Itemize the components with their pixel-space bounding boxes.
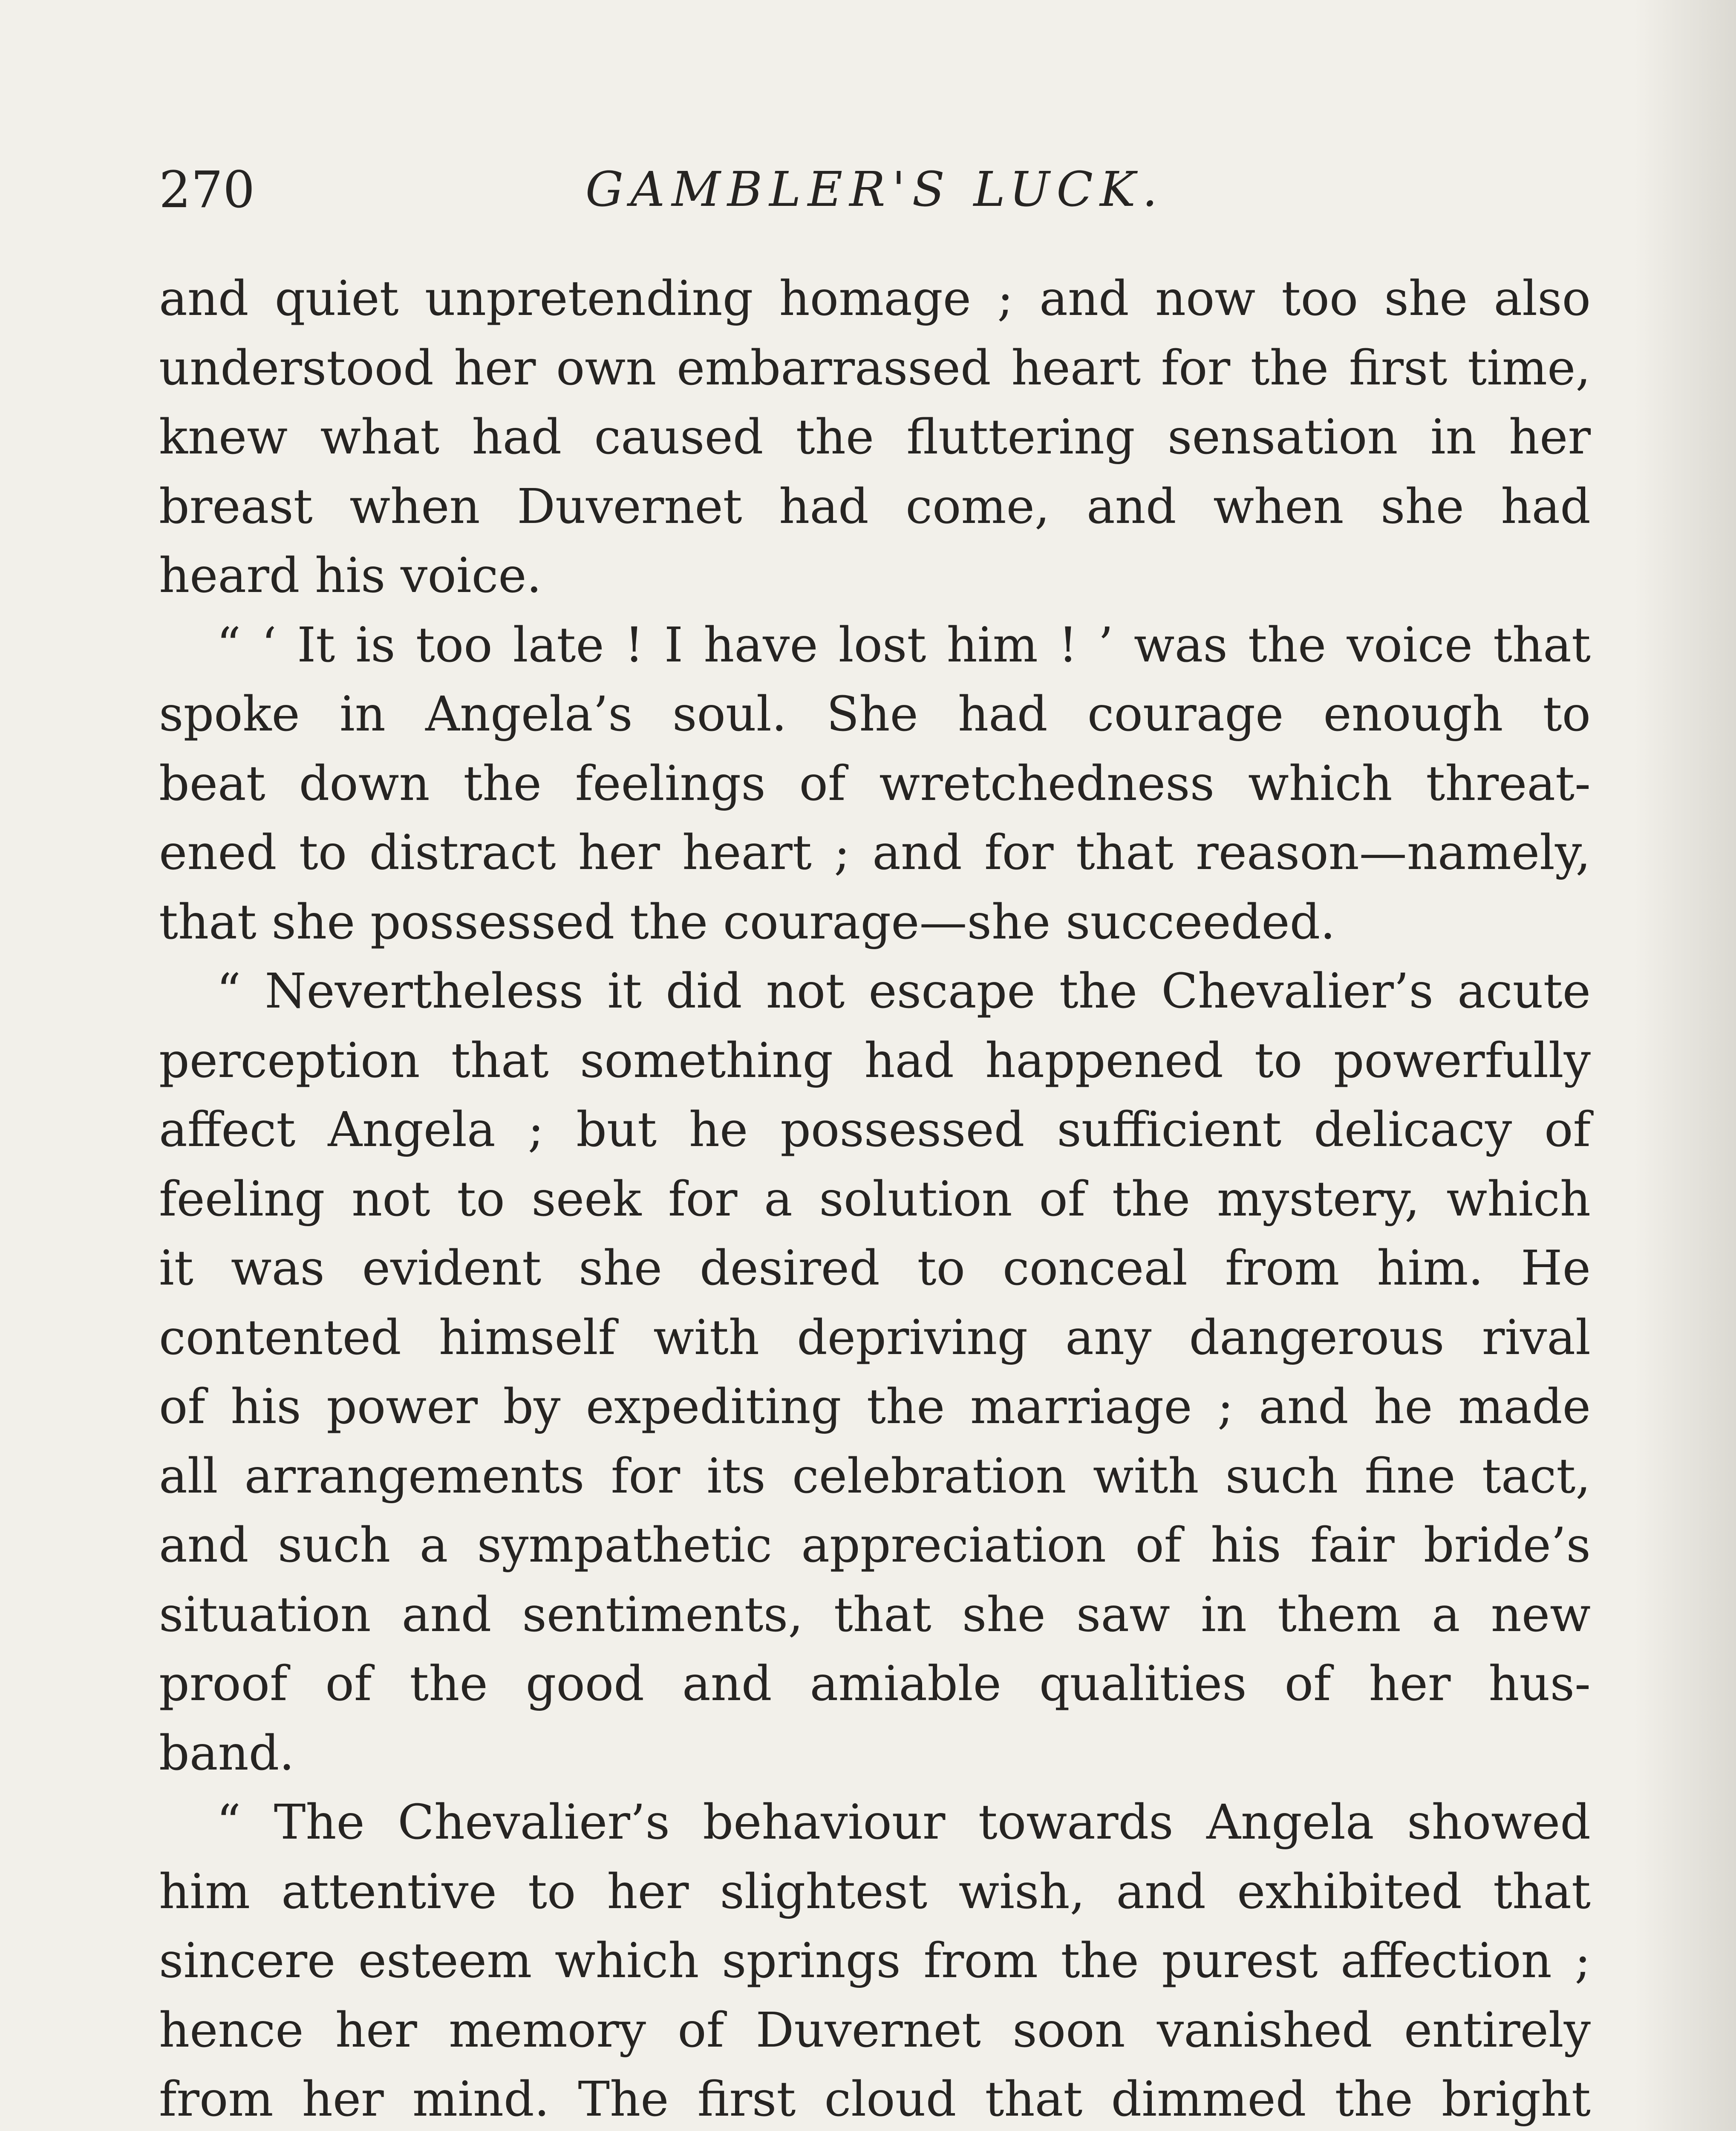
text-line: him attentive to her slightest wish, and exhibited that bbox=[159, 1864, 1591, 1920]
text-line: heard his voice. bbox=[159, 548, 542, 603]
text-line: understood her own embarrassed heart for the first time, bbox=[159, 340, 1591, 396]
paragraph-start-line: “ Nevertheless it did not escape the Chevalier’s acute bbox=[216, 964, 1591, 1019]
text-line: hence her memory of Duvernet soon vanished entirely bbox=[159, 2002, 1591, 2058]
page-header bbox=[159, 151, 1591, 228]
text-line: perception that something had happened to powerfully bbox=[159, 1033, 1591, 1089]
paragraph-start-line: “ The Chevalier’s behaviour towards Angela showed bbox=[216, 1795, 1591, 1850]
text-line: it was evident she desired to conceal from him. He bbox=[159, 1241, 1591, 1296]
text-line: situation and sentiments, that she saw in them a new bbox=[159, 1587, 1591, 1643]
text-line: feeling not to seek for a solution of the mystery, which bbox=[159, 1171, 1591, 1227]
text-line: from her mind. The first cloud that dimmed the bright bbox=[159, 2072, 1591, 2127]
running-title: GAMBLER'S LUCK. bbox=[585, 162, 1165, 217]
text-line: and such a sympathetic appreciation of his fair bride’s bbox=[159, 1518, 1591, 1573]
text-line: spoke in Angela’s soul. She had courage enough to bbox=[159, 687, 1591, 742]
text-line: that she possessed the courage—she succeeded. bbox=[159, 894, 1335, 950]
text-line: ened to distract her heart ; and for that reason—namely, bbox=[159, 825, 1591, 881]
body-text bbox=[159, 264, 1591, 2131]
page-number: 270 bbox=[159, 160, 255, 219]
text-line: beat down the feelings of wretchedness which threat- bbox=[159, 756, 1591, 811]
text-line: affect Angela ; but he possessed sufficient delicacy of bbox=[159, 1102, 1591, 1158]
text-line: knew what had caused the fluttering sensation in her bbox=[159, 410, 1591, 465]
text-line: contented himself with depriving any dangerous rival bbox=[159, 1310, 1591, 1366]
text-line: and quiet unpretending homage ; and now too she also bbox=[159, 271, 1591, 326]
text-line: band. bbox=[159, 1725, 294, 1781]
paragraph-start-line: “ ‘ It is too late ! I have lost him ! ’ was the voice that bbox=[216, 617, 1591, 673]
text-line: breast when Duvernet had come, and when she had bbox=[159, 479, 1591, 534]
text-line: sincere esteem which springs from the purest affection ; bbox=[159, 1933, 1591, 1989]
page-edge-shadow bbox=[1634, 0, 1736, 2131]
text-line: all arrangements for its celebration with such fine tact, bbox=[159, 1448, 1591, 1504]
text-line: proof of the good and amiable qualities of her hus- bbox=[159, 1656, 1591, 1712]
text-line: of his power by expediting the marriage ; and he made bbox=[159, 1379, 1591, 1435]
